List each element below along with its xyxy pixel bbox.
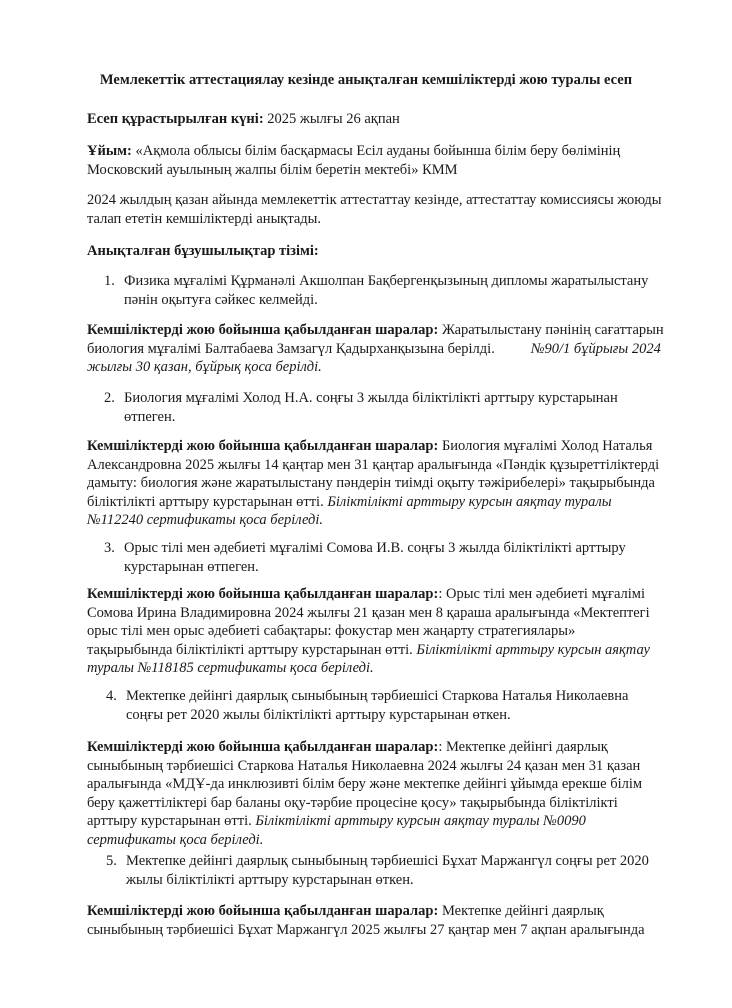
intro-paragraph [87, 191, 665, 228]
issue-line: Мектепке дейінгі даярлық сыныбының тәрбиешісі Старкова Наталья Николаевна [126, 688, 629, 704]
report-date [87, 110, 665, 129]
certificate-note: Біліктілікті арттыру курсын аяқтау [412, 641, 650, 658]
measures-1: Кемшіліктерді жою бойынша қабылданған шаралар: Жаратылыстану пәнінің сағаттарын биология мұғалімі Балтабаева Замзагүл Қадырханқызына берілді. №90/1 бұйрығы 2024 жылғы 30 қазан, бұйрық қоса берілді. [87, 322, 664, 375]
measures-label: Кемшіліктерді жою бойынша қабылданған шаралар: [87, 438, 439, 454]
intro-line-1: 2024 жылдың қазан айында мемлекеттік аттестаттау кезінде, аттестаттау комиссиясы жоюды [87, 192, 662, 208]
measures-label: Кемшіліктерді жою бойынша қабылданған шаралар: [87, 903, 439, 919]
certificate-note: Біліктілікті арттыру курсын аяқтау туралы №0090 [251, 813, 586, 829]
report-date-value: 2025 жылғы 26 ақпан [267, 111, 400, 127]
certificate-note: Біліктілікті арттыру курсын аяқтау туралы [323, 493, 612, 510]
document-title: Мемлекеттік аттестациялау кезінде анықталған кемшіліктерді жою туралы есеп [99, 72, 633, 88]
measures-3: Кемшіліктерді жою бойынша қабылданған шаралар:: Орыс тілі мен әдебиеті мұғалімі Сомова Ирина Владимировна 2024 жылғы 21 қазан мен 8 қараша аралығында «Мектептегі орыс тілі мен орыс әдебиеті сабақтары: фокустар мен жаңарту стратегиялары» тақырыбында біліктілікті арттыру курстарынан өтті. Біліктілікті арттыру курсын аяқтау туралы №118185 сертификаты қоса беріледі. [87, 586, 650, 676]
issue-line: Биология мұғалімі Холод Н.А. соңғы 3 жылда біліктілікті арттыру курстарынан [124, 390, 618, 406]
issue-line: соңғы рет 2020 жылы біліктілікті арттыру курстарынан өткен. [126, 706, 511, 723]
item-number: 4. [106, 688, 117, 704]
issue-line: Мектепке дейінгі даярлық сыныбының тәрбиешісі Бұхат Маржангүл соңғы рет 2020 [126, 853, 649, 869]
intro-line-2: талап ететін кемшіліктерді анықтады. [87, 210, 322, 227]
measures-4: Кемшіліктерді жою бойынша қабылданған шаралар:: Мектепке дейінгі даярлық сыныбының тәрбиешісі Старкова Наталья Николаевна 2024 жылғы 24 қазан мен 31 қазан аралығында «МДҰ-да инклюзивті білім беру және мектепке дейінгі ұйымда ерекше білім беру қажеттіліктері бар баланы оқу-тәрбие процесіне қосу» тақырыбында біліктілікті арттыру курстарынан өтті. Біліктілікті арттыру курсын аяқтау туралы №0090 сертификаты қоса беріледі. [87, 739, 643, 848]
item-number: 5. [106, 853, 117, 869]
measures-label: Кемшіліктерді жою бойынша қабылданған шаралар: [87, 739, 439, 755]
org-line-1: «Ақмола облысы білім басқармасы Есіл ауданы бойынша білім беру бөлімінің [135, 143, 621, 159]
issue-line: Орыс тілі мен әдебиеті мұғалімі Сомова И.В. соңғы 3 жылда біліктілікті арттыру [124, 540, 626, 556]
organization [87, 142, 665, 179]
item-number: 3. [104, 540, 115, 556]
item-number: 1. [104, 273, 115, 289]
issue-line: жылы біліктілікті арттыру курстарынан өткен. [126, 871, 414, 888]
measures-label: Кемшіліктерді жою бойынша қабылданған шаралар: [87, 322, 439, 338]
order-reference: №90/1 бұйрығы 2024 [530, 340, 661, 357]
item-number: 2. [104, 390, 115, 406]
list-heading: Анықталған бұзушылықтар тізімі: [87, 243, 319, 259]
issue-line: Физика мұғалімі Құрманәлі Акшолпан Бақбергенқызының дипломы жаратылыстану [124, 273, 649, 289]
org-label: Ұйым: [87, 143, 132, 159]
issue-line: өтпеген. [124, 408, 176, 425]
org-line-2: Московский ауылының жалпы білім беретін мектебі» КММ [87, 161, 458, 178]
report-date-label: Есеп құрастырылған күні: [87, 111, 264, 127]
issue-line: курстарынан өтпеген. [124, 558, 259, 575]
measures-5: Кемшіліктерді жою бойынша қабылданған шаралар: Мектепке дейінгі даярлық сыныбының тәрбиешісі Бұхат Маржангүл 2025 жылғы 27 қаңтар мен 7 ақпан аралығында [87, 903, 645, 938]
issue-line: пәнін оқытуға сәйкес келмейді. [124, 291, 318, 308]
measures-label: Кемшіліктерді жою бойынша қабылданған шаралар: [87, 586, 439, 602]
measures-2: Кемшіліктерді жою бойынша қабылданған шаралар: Биология мұғалімі Холод Наталья Александровна 2025 жылғы 14 қаңтар мен 31 қаңтар аралығында «Пәндік құзыреттіліктерді дамыту: биология және жаратылыстану пәндерін тиімді оқыту тәжірибелері» тақырыбында біліктілікті арттыру курстарынан өтті. Біліктілікті арттыру курсын аяқтау туралы №112240 сертификаты қоса беріледі. [87, 438, 660, 528]
